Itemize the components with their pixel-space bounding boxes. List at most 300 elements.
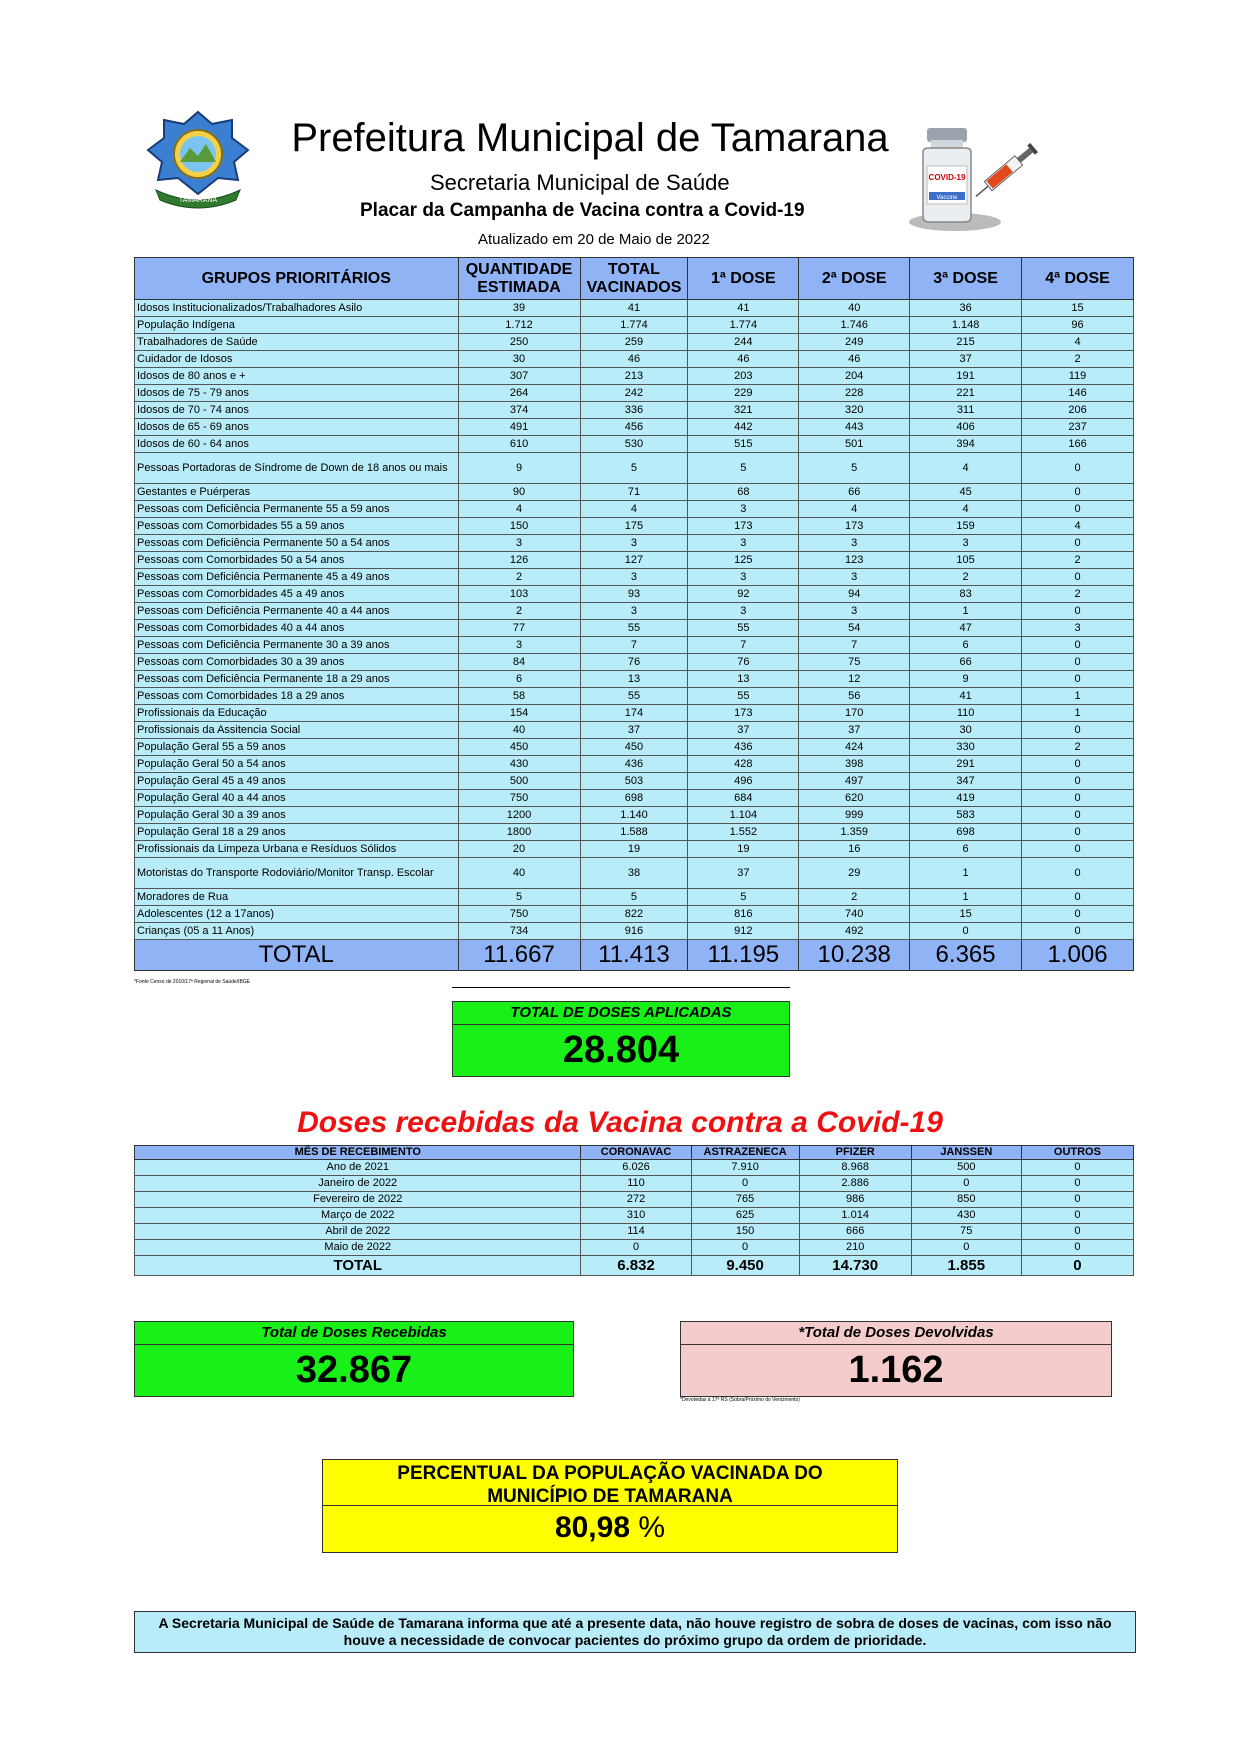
table-row	[135, 858, 1134, 889]
value-cell: 436	[688, 739, 799, 756]
divider	[452, 987, 790, 988]
value-cell: 221	[910, 385, 1022, 402]
group-name-cell: Motoristas do Transporte Rodoviário/Monitor Transp. Escolar	[135, 858, 459, 889]
value-cell: 77	[458, 620, 580, 637]
value-cell: 0	[1022, 923, 1134, 940]
updated-date: Atualizado em 20 de Maio de 2022	[478, 231, 710, 248]
col-header-others: OUTROS	[1021, 1146, 1133, 1160]
value-cell: 40	[458, 858, 580, 889]
dose-count-cell: 0	[911, 1176, 1021, 1192]
dose-count-cell: 2.886	[799, 1176, 911, 1192]
table-row	[135, 518, 1134, 535]
dose-count-cell: 1.014	[799, 1208, 911, 1224]
value-cell: 259	[580, 334, 688, 351]
value-cell: 19	[688, 841, 799, 858]
received-row	[135, 1176, 1134, 1192]
dose-count-cell: 850	[911, 1192, 1021, 1208]
value-cell: 2	[458, 569, 580, 586]
source-note: *Fonte Censo de 2010/17ª Regional de Saúde/IBGE	[134, 979, 251, 985]
value-cell: 1800	[458, 824, 580, 841]
dose-count-cell: 0	[691, 1240, 799, 1256]
priority-groups-table	[134, 257, 1134, 971]
table-row	[135, 453, 1134, 484]
value-cell: 19	[580, 841, 688, 858]
value-cell: 46	[580, 351, 688, 368]
value-cell: 0	[1022, 906, 1134, 923]
group-name-cell: População Indígena	[135, 317, 459, 334]
value-cell: 2	[1022, 552, 1134, 569]
value-cell: 320	[799, 402, 910, 419]
col-header-dose-3: 3ª DOSE	[910, 258, 1022, 300]
group-name-cell: Pessoas com Deficiência Permanente 45 a 49 anos	[135, 569, 459, 586]
dose-count-cell: 986	[799, 1192, 911, 1208]
table-row	[135, 620, 1134, 637]
value-cell: 2	[458, 603, 580, 620]
received-row	[135, 1160, 1134, 1176]
value-cell: 0	[1022, 671, 1134, 688]
value-cell: 76	[688, 654, 799, 671]
value-cell: 0	[1022, 637, 1134, 654]
value-cell: 750	[458, 906, 580, 923]
received-total-value: 9.450	[691, 1256, 799, 1276]
value-cell: 66	[799, 484, 910, 501]
value-cell: 347	[910, 773, 1022, 790]
value-cell: 3	[580, 603, 688, 620]
received-total-value: 14.730	[799, 1256, 911, 1276]
total-label-cell: TOTAL	[135, 940, 459, 971]
col-header-janssen: JANSSEN	[911, 1146, 1021, 1160]
value-cell: 496	[688, 773, 799, 790]
table-row	[135, 688, 1134, 705]
value-cell: 610	[458, 436, 580, 453]
value-cell: 0	[1022, 858, 1134, 889]
value-cell: 90	[458, 484, 580, 501]
table-row	[135, 552, 1134, 569]
value-cell: 173	[688, 518, 799, 535]
value-cell: 237	[1022, 419, 1134, 436]
dose-count-cell: 7.910	[691, 1160, 799, 1176]
col-header-month: MÊS DE RECEBIMENTO	[135, 1146, 581, 1160]
value-cell: 3	[688, 535, 799, 552]
value-cell: 456	[580, 419, 688, 436]
total-value-cell: 11.413	[580, 940, 688, 971]
value-cell: 154	[458, 705, 580, 722]
value-cell: 1	[910, 858, 1022, 889]
value-cell: 39	[458, 300, 580, 317]
col-header-coronavac: CORONAVAC	[581, 1146, 691, 1160]
table-row	[135, 368, 1134, 385]
value-cell: 0	[1022, 535, 1134, 552]
vaccinated-percent-value-line	[323, 1506, 897, 1550]
value-cell: 3	[580, 535, 688, 552]
value-cell: 191	[910, 368, 1022, 385]
value-cell: 321	[688, 402, 799, 419]
value-cell: 497	[799, 773, 910, 790]
table-row	[135, 923, 1134, 940]
value-cell: 166	[1022, 436, 1134, 453]
group-name-cell: Pessoas com Deficiência Permanente 18 a 29 anos	[135, 671, 459, 688]
table-row	[135, 484, 1134, 501]
value-cell: 96	[1022, 317, 1134, 334]
value-cell: 0	[1022, 603, 1134, 620]
doses-received-table	[134, 1145, 1134, 1276]
value-cell: 215	[910, 334, 1022, 351]
value-cell: 450	[458, 739, 580, 756]
month-cell: Abril de 2022	[135, 1224, 581, 1240]
table-row	[135, 586, 1134, 603]
dose-count-cell: 310	[581, 1208, 691, 1224]
value-cell: 0	[1022, 501, 1134, 518]
value-cell: 3	[799, 603, 910, 620]
table-row	[135, 739, 1134, 756]
vaccinated-percent-value: 80,98	[554, 1511, 631, 1544]
value-cell: 47	[910, 620, 1022, 637]
total-returned-value: 1.162	[848, 1349, 944, 1391]
group-name-cell: Pessoas com Comorbidades 55 a 59 anos	[135, 518, 459, 535]
dose-count-cell: 0	[691, 1176, 799, 1192]
vaccinated-percent-label: PERCENTUAL DA POPULAÇÃO VACINADA DO MUNICÍPIO DE TAMARANA	[323, 1460, 897, 1506]
value-cell: 229	[688, 385, 799, 402]
value-cell: 428	[688, 756, 799, 773]
col-header-dose-4: 4ª DOSE	[1022, 258, 1134, 300]
value-cell: 1	[1022, 688, 1134, 705]
table-row	[135, 722, 1134, 739]
dose-count-cell: 75	[911, 1224, 1021, 1240]
group-name-cell: Pessoas com Comorbidades 30 a 39 anos	[135, 654, 459, 671]
value-cell: 3	[458, 637, 580, 654]
received-header-row	[135, 1146, 1134, 1160]
value-cell: 175	[580, 518, 688, 535]
total-received-label: Total de Doses Recebidas	[135, 1322, 573, 1345]
value-cell: 249	[799, 334, 910, 351]
value-cell: 13	[580, 671, 688, 688]
value-cell: 443	[799, 419, 910, 436]
value-cell: 398	[799, 756, 910, 773]
value-cell: 1	[910, 603, 1022, 620]
group-name-cell: Profissionais da Limpeza Urbana e Resíduos Sólidos	[135, 841, 459, 858]
value-cell: 54	[799, 620, 910, 637]
value-cell: 0	[1022, 569, 1134, 586]
value-cell: 105	[910, 552, 1022, 569]
footer-note: A Secretaria Municipal de Saúde de Tamarana informa que até a presente data, não houve registro de sobra de doses de vacinas, com isso não houve a necessidade de convocar pacientes do próximo grupo da ordem de prioridade.	[134, 1611, 1136, 1653]
value-cell: 291	[910, 756, 1022, 773]
received-total-label: TOTAL	[135, 1256, 581, 1276]
month-cell: Maio de 2022	[135, 1240, 581, 1256]
page-title: Prefeitura Municipal de Tamarana	[291, 116, 889, 160]
table-row	[135, 603, 1134, 620]
table-row	[135, 824, 1134, 841]
month-cell: Ano de 2021	[135, 1160, 581, 1176]
group-name-cell: Gestantes e Puérperas	[135, 484, 459, 501]
svg-text:COVID-19: COVID-19	[928, 173, 966, 182]
value-cell: 7	[688, 637, 799, 654]
total-doses-applied-value: 28.804	[562, 1029, 680, 1071]
group-name-cell: Idosos Institucionalizados/Trabalhadores Asilo	[135, 300, 459, 317]
value-cell: 264	[458, 385, 580, 402]
group-name-cell: Pessoas com Deficiência Permanente 50 a 54 anos	[135, 535, 459, 552]
dose-count-cell: 210	[799, 1240, 911, 1256]
value-cell: 119	[1022, 368, 1134, 385]
value-cell: 16	[799, 841, 910, 858]
table-row	[135, 317, 1134, 334]
value-cell: 94	[799, 586, 910, 603]
received-row	[135, 1224, 1134, 1240]
value-cell: 450	[580, 739, 688, 756]
received-total-value: 1.855	[911, 1256, 1021, 1276]
total-value-cell: 10.238	[799, 940, 910, 971]
value-cell: 583	[910, 807, 1022, 824]
svg-text:Vaccine: Vaccine	[936, 195, 958, 201]
value-cell: 0	[1022, 453, 1134, 484]
total-value-cell: 1.006	[1022, 940, 1134, 971]
received-total-value: 0	[1021, 1256, 1133, 1276]
table-row	[135, 889, 1134, 906]
vaccine-vial-syringe-icon	[905, 122, 1045, 234]
value-cell: 37	[799, 722, 910, 739]
value-cell: 501	[799, 436, 910, 453]
value-cell: 503	[580, 773, 688, 790]
page-subtitle: Secretaria Municipal de Saúde	[430, 170, 730, 195]
value-cell: 1.774	[688, 317, 799, 334]
value-cell: 83	[910, 586, 1022, 603]
value-cell: 406	[910, 419, 1022, 436]
value-cell: 4	[1022, 334, 1134, 351]
value-cell: 515	[688, 436, 799, 453]
table-row	[135, 654, 1134, 671]
value-cell: 0	[1022, 773, 1134, 790]
value-cell: 5	[688, 889, 799, 906]
value-cell: 126	[458, 552, 580, 569]
group-name-cell: Pessoas Portadoras de Síndrome de Down de 18 anos ou mais	[135, 453, 459, 484]
dose-count-cell: 0	[1021, 1208, 1133, 1224]
value-cell: 41	[688, 300, 799, 317]
table-header-row	[135, 258, 1134, 300]
value-cell: 173	[688, 705, 799, 722]
table-row	[135, 773, 1134, 790]
dose-count-cell: 625	[691, 1208, 799, 1224]
value-cell: 174	[580, 705, 688, 722]
value-cell: 12	[799, 671, 910, 688]
group-name-cell: População Geral 18 a 29 anos	[135, 824, 459, 841]
dose-count-cell: 500	[911, 1160, 1021, 1176]
value-cell: 6	[910, 637, 1022, 654]
value-cell: 916	[580, 923, 688, 940]
value-cell: 46	[799, 351, 910, 368]
table-row	[135, 385, 1134, 402]
value-cell: 620	[799, 790, 910, 807]
month-cell: Março de 2022	[135, 1208, 581, 1224]
table-row	[135, 436, 1134, 453]
value-cell: 213	[580, 368, 688, 385]
value-cell: 1.712	[458, 317, 580, 334]
value-cell: 1.774	[580, 317, 688, 334]
table-row	[135, 906, 1134, 923]
value-cell: 1	[910, 889, 1022, 906]
value-cell: 38	[580, 858, 688, 889]
value-cell: 123	[799, 552, 910, 569]
value-cell: 2	[1022, 351, 1134, 368]
value-cell: 40	[799, 300, 910, 317]
dose-count-cell: 272	[581, 1192, 691, 1208]
group-name-cell: Trabalhadores de Saúde	[135, 334, 459, 351]
value-cell: 41	[580, 300, 688, 317]
month-cell: Fevereiro de 2022	[135, 1192, 581, 1208]
group-name-cell: Profissionais da Educação	[135, 705, 459, 722]
table-row	[135, 300, 1134, 317]
group-name-cell: Pessoas com Deficiência Permanente 30 a 39 anos	[135, 637, 459, 654]
group-name-cell: Idosos de 75 - 79 anos	[135, 385, 459, 402]
group-name-cell: Pessoas com Comorbidades 18 a 29 anos	[135, 688, 459, 705]
value-cell: 92	[688, 586, 799, 603]
svg-text:TAMARANA: TAMARANA	[178, 197, 218, 204]
value-cell: 20	[458, 841, 580, 858]
value-cell: 0	[1022, 841, 1134, 858]
col-header-estimated: QUANTIDADE ESTIMADA	[458, 258, 580, 300]
value-cell: 0	[1022, 824, 1134, 841]
value-cell: 204	[799, 368, 910, 385]
dose-count-cell: 6.026	[581, 1160, 691, 1176]
value-cell: 6	[458, 671, 580, 688]
value-cell: 750	[458, 790, 580, 807]
group-name-cell: População Geral 45 a 49 anos	[135, 773, 459, 790]
total-value-cell: 11.195	[688, 940, 799, 971]
col-header-dose-1: 1ª DOSE	[688, 258, 799, 300]
total-doses-applied-box	[452, 1001, 790, 1077]
value-cell: 734	[458, 923, 580, 940]
value-cell: 127	[580, 552, 688, 569]
received-total-row	[135, 1256, 1134, 1276]
value-cell: 45	[910, 484, 1022, 501]
value-cell: 430	[458, 756, 580, 773]
total-value-cell: 11.667	[458, 940, 580, 971]
table-row	[135, 535, 1134, 552]
table-row	[135, 569, 1134, 586]
value-cell: 76	[580, 654, 688, 671]
value-cell: 15	[910, 906, 1022, 923]
value-cell: 1.359	[799, 824, 910, 841]
col-header-pfizer: PFIZER	[799, 1146, 911, 1160]
value-cell: 0	[1022, 722, 1134, 739]
value-cell: 1.746	[799, 317, 910, 334]
value-cell: 3	[458, 535, 580, 552]
value-cell: 3	[799, 535, 910, 552]
dose-count-cell: 150	[691, 1224, 799, 1240]
table-row	[135, 351, 1134, 368]
dose-count-cell: 114	[581, 1224, 691, 1240]
received-row	[135, 1208, 1134, 1224]
value-cell: 424	[799, 739, 910, 756]
group-name-cell: Adolescentes (12 a 17anos)	[135, 906, 459, 923]
value-cell: 0	[1022, 756, 1134, 773]
value-cell: 40	[458, 722, 580, 739]
value-cell: 173	[799, 518, 910, 535]
value-cell: 4	[910, 501, 1022, 518]
value-cell: 822	[580, 906, 688, 923]
total-value-cell: 6.365	[910, 940, 1022, 971]
group-name-cell: População Geral 55 a 59 anos	[135, 739, 459, 756]
value-cell: 999	[799, 807, 910, 824]
value-cell: 228	[799, 385, 910, 402]
table-row	[135, 334, 1134, 351]
value-cell: 4	[580, 501, 688, 518]
value-cell: 4	[799, 501, 910, 518]
value-cell: 5	[458, 889, 580, 906]
group-name-cell: Idosos de 65 - 69 anos	[135, 419, 459, 436]
value-cell: 0	[910, 923, 1022, 940]
value-cell: 0	[1022, 790, 1134, 807]
value-cell: 56	[799, 688, 910, 705]
value-cell: 419	[910, 790, 1022, 807]
dose-count-cell: 666	[799, 1224, 911, 1240]
value-cell: 242	[580, 385, 688, 402]
value-cell: 84	[458, 654, 580, 671]
value-cell: 55	[688, 620, 799, 637]
value-cell: 13	[688, 671, 799, 688]
value-cell: 4	[458, 501, 580, 518]
total-received-value: 32.867	[295, 1349, 413, 1391]
col-header-groups: GRUPOS PRIORITÁRIOS	[135, 258, 459, 300]
value-cell: 29	[799, 858, 910, 889]
value-cell: 4	[1022, 518, 1134, 535]
dose-count-cell: 765	[691, 1192, 799, 1208]
value-cell: 159	[910, 518, 1022, 535]
value-cell: 5	[688, 453, 799, 484]
dose-count-cell: 0	[911, 1240, 1021, 1256]
value-cell: 0	[1022, 484, 1134, 501]
value-cell: 307	[458, 368, 580, 385]
value-cell: 912	[688, 923, 799, 940]
value-cell: 66	[910, 654, 1022, 671]
value-cell: 311	[910, 402, 1022, 419]
value-cell: 37	[688, 722, 799, 739]
total-returned-box	[680, 1321, 1112, 1397]
value-cell: 9	[458, 453, 580, 484]
value-cell: 41	[910, 688, 1022, 705]
group-name-cell: Cuidador de Idosos	[135, 351, 459, 368]
value-cell: 7	[799, 637, 910, 654]
value-cell: 374	[458, 402, 580, 419]
value-cell: 491	[458, 419, 580, 436]
value-cell: 3	[688, 603, 799, 620]
value-cell: 5	[580, 889, 688, 906]
value-cell: 0	[1022, 807, 1134, 824]
value-cell: 330	[910, 739, 1022, 756]
total-returned-label: *Total de Doses Devolvidas	[681, 1322, 1111, 1345]
value-cell: 1.588	[580, 824, 688, 841]
group-name-cell: Pessoas com Deficiência Permanente 40 a 44 anos	[135, 603, 459, 620]
doses-received-title: Doses recebidas da Vacina contra a Covid-19	[297, 1106, 943, 1139]
group-name-cell: Pessoas com Comorbidades 50 a 54 anos	[135, 552, 459, 569]
value-cell: 36	[910, 300, 1022, 317]
value-cell: 698	[580, 790, 688, 807]
value-cell: 3	[688, 501, 799, 518]
value-cell: 3	[580, 569, 688, 586]
value-cell: 55	[580, 620, 688, 637]
dose-count-cell: 0	[1021, 1176, 1133, 1192]
value-cell: 46	[688, 351, 799, 368]
vaccinated-percent-box	[322, 1459, 898, 1553]
value-cell: 93	[580, 586, 688, 603]
dose-count-cell: 110	[581, 1176, 691, 1192]
value-cell: 3	[688, 569, 799, 586]
value-cell: 30	[910, 722, 1022, 739]
value-cell: 37	[580, 722, 688, 739]
value-cell: 37	[910, 351, 1022, 368]
value-cell: 3	[910, 535, 1022, 552]
value-cell: 530	[580, 436, 688, 453]
total-row	[135, 940, 1134, 971]
dose-count-cell: 0	[1021, 1160, 1133, 1176]
